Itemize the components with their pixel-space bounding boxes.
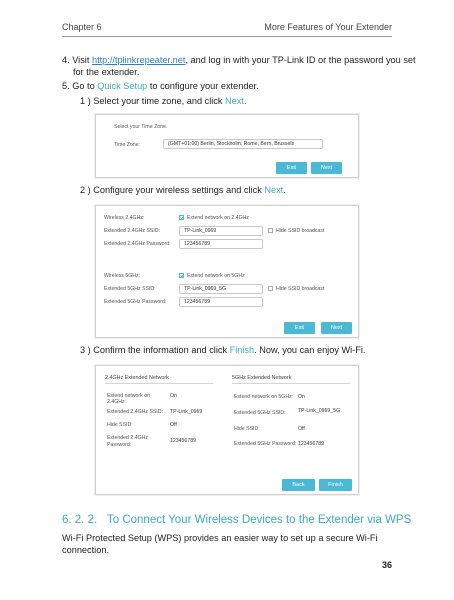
pwd-5-value: 123456789 <box>184 299 210 305</box>
tplinkrepeater-link[interactable]: http://tplinkrepeater.net <box>91 55 186 65</box>
timezone-select[interactable] <box>163 139 323 149</box>
page-header <box>62 22 392 36</box>
chapter-label: Chapter 6 <box>62 22 102 32</box>
wireless-24-label: Wireless 2.4GHz: <box>104 215 145 221</box>
chapter-title: More Features of Your Extender <box>264 22 392 32</box>
summary-24-divider <box>105 383 213 384</box>
step-4-suffix: , and log in with your TP-Link ID or the password you set <box>185 55 416 65</box>
step-5-prefix: 5. Go to <box>62 81 98 91</box>
summary-5-divider <box>232 383 350 384</box>
back-button[interactable]: Back <box>282 479 315 491</box>
r-extend-label: Extend network on 5GHz: <box>234 394 294 400</box>
l-ssid-label: Extended 2.4GHz SSID: <box>107 409 163 415</box>
ssid-5-label: Extended 5GHz SSID: <box>104 286 156 292</box>
pwd-24-value: 123456789 <box>184 241 210 247</box>
finish-button[interactable]: Finish <box>319 479 352 491</box>
l-extend-label-1: Extend network on <box>107 393 150 399</box>
exit-button-2[interactable]: Exit <box>284 322 315 334</box>
section-body-line1: Wi-Fi Protected Setup (WPS) provides an easier way to set up a secure Wi-Fi <box>62 533 378 543</box>
l-extend-label-2: 2.4GHz: <box>107 399 127 405</box>
timezone-prompt: Select your Time Zone. <box>114 124 168 130</box>
l-extend-value: On <box>170 393 177 399</box>
step-4 <box>62 54 416 66</box>
exit-button[interactable]: Exit <box>276 162 307 174</box>
substep-1-prefix: 1 ) Select your time zone, and click <box>80 96 226 106</box>
l-pwd-value: 123456789 <box>170 438 196 444</box>
substep-1-next: Next <box>225 96 244 106</box>
extend-24-label: Extend network on 2.4GHz <box>187 215 249 221</box>
ssid-24-input[interactable] <box>179 226 263 236</box>
l-hide-value: Off <box>170 422 177 428</box>
header-divider <box>62 36 392 37</box>
r-extend-value: On <box>298 394 305 400</box>
pwd-5-input[interactable] <box>179 297 263 307</box>
ssid-24-value: TP-Link_0969 <box>184 228 217 234</box>
ssid-5-input[interactable] <box>179 284 263 294</box>
r-ssid-value: TP-Link_0969_5G <box>298 408 341 414</box>
section-number: 6. 2. 2. <box>62 514 98 526</box>
substep-3-suffix: . Now, you can enjoy Wi-Fi. <box>254 345 366 355</box>
l-ssid-value: TP-Link_0969 <box>170 409 203 415</box>
r-ssid-label: Extended 5GHz SSID: <box>234 410 286 416</box>
step-5 <box>62 80 259 92</box>
substep-3 <box>80 344 365 356</box>
extend-24-checkbox[interactable] <box>179 215 184 220</box>
pwd-5-label: Extended 5GHz Password: <box>104 299 167 305</box>
wireless-5-label: Wireless 5GHz: <box>104 273 141 279</box>
page-number: 36 <box>381 560 392 570</box>
hide-ssid-5-label: Hide SSID broadcast <box>276 286 325 292</box>
substep-1 <box>80 95 247 107</box>
summary-panel <box>95 365 359 495</box>
section-heading <box>62 514 411 526</box>
step-4-line2: for the extender. <box>73 67 140 77</box>
substep-2-suffix: . <box>283 185 286 195</box>
summary-5-title: 5GHz Extended Network <box>232 375 292 381</box>
quick-setup-link: Quick Setup <box>97 81 148 91</box>
next-button[interactable]: Next <box>311 162 342 174</box>
substep-2-next: Next <box>264 185 284 195</box>
summary-24-title: 2.4GHz Extended Network <box>105 375 169 381</box>
hide-ssid-5-checkbox[interactable] <box>268 286 273 291</box>
step-5-suffix: to configure your extender. <box>147 81 259 91</box>
next-button-2[interactable]: Next <box>321 322 352 334</box>
timezone-panel <box>95 114 359 178</box>
r-hide-value: Off <box>298 426 305 432</box>
pwd-24-label: Extended 2.4GHz Password: <box>104 241 171 247</box>
ssid-5-value: TP-Link_0969_5G <box>184 286 227 292</box>
hide-ssid-24-checkbox[interactable] <box>268 228 273 233</box>
r-pwd-label: Extended 5GHz Password: <box>234 441 297 447</box>
substep-3-prefix: 3 ) Confirm the information and click <box>80 345 230 355</box>
l-hide-label: Hide SSID: <box>107 422 133 428</box>
substep-3-finish: Finish <box>229 345 255 355</box>
substep-2-prefix: 2 ) Configure your wireless settings and click <box>80 185 265 195</box>
substep-1-suffix: . <box>243 96 247 106</box>
wireless-settings-panel <box>95 205 359 338</box>
timezone-select-value: (GMT+01:00) Berlin, Stockholm, Rome, Bern, Brussels <box>168 141 295 147</box>
substep-2 <box>80 184 286 196</box>
l-pwd-label-2: Password: <box>107 442 132 448</box>
extend-5-label: Extend network on 5GHz <box>187 273 245 279</box>
r-pwd-value: 123456789 <box>298 441 324 447</box>
l-pwd-label-1: Extended 2.4GHz <box>107 435 148 441</box>
step-4-prefix: 4. Visit <box>62 55 92 65</box>
pwd-24-input[interactable] <box>179 239 263 249</box>
extend-5-checkbox[interactable] <box>179 273 184 278</box>
r-hide-label: Hide SSID: <box>234 426 260 432</box>
section-title: To Connect Your Wireless Devices to the Extender via WPS <box>107 514 412 526</box>
timezone-label: Time Zone: <box>114 142 141 148</box>
hide-ssid-24-label: Hide SSID broadcast <box>276 228 325 234</box>
section-body-line2: connection. <box>62 545 109 555</box>
ssid-24-label: Extended 2.4GHz SSID: <box>104 228 160 234</box>
